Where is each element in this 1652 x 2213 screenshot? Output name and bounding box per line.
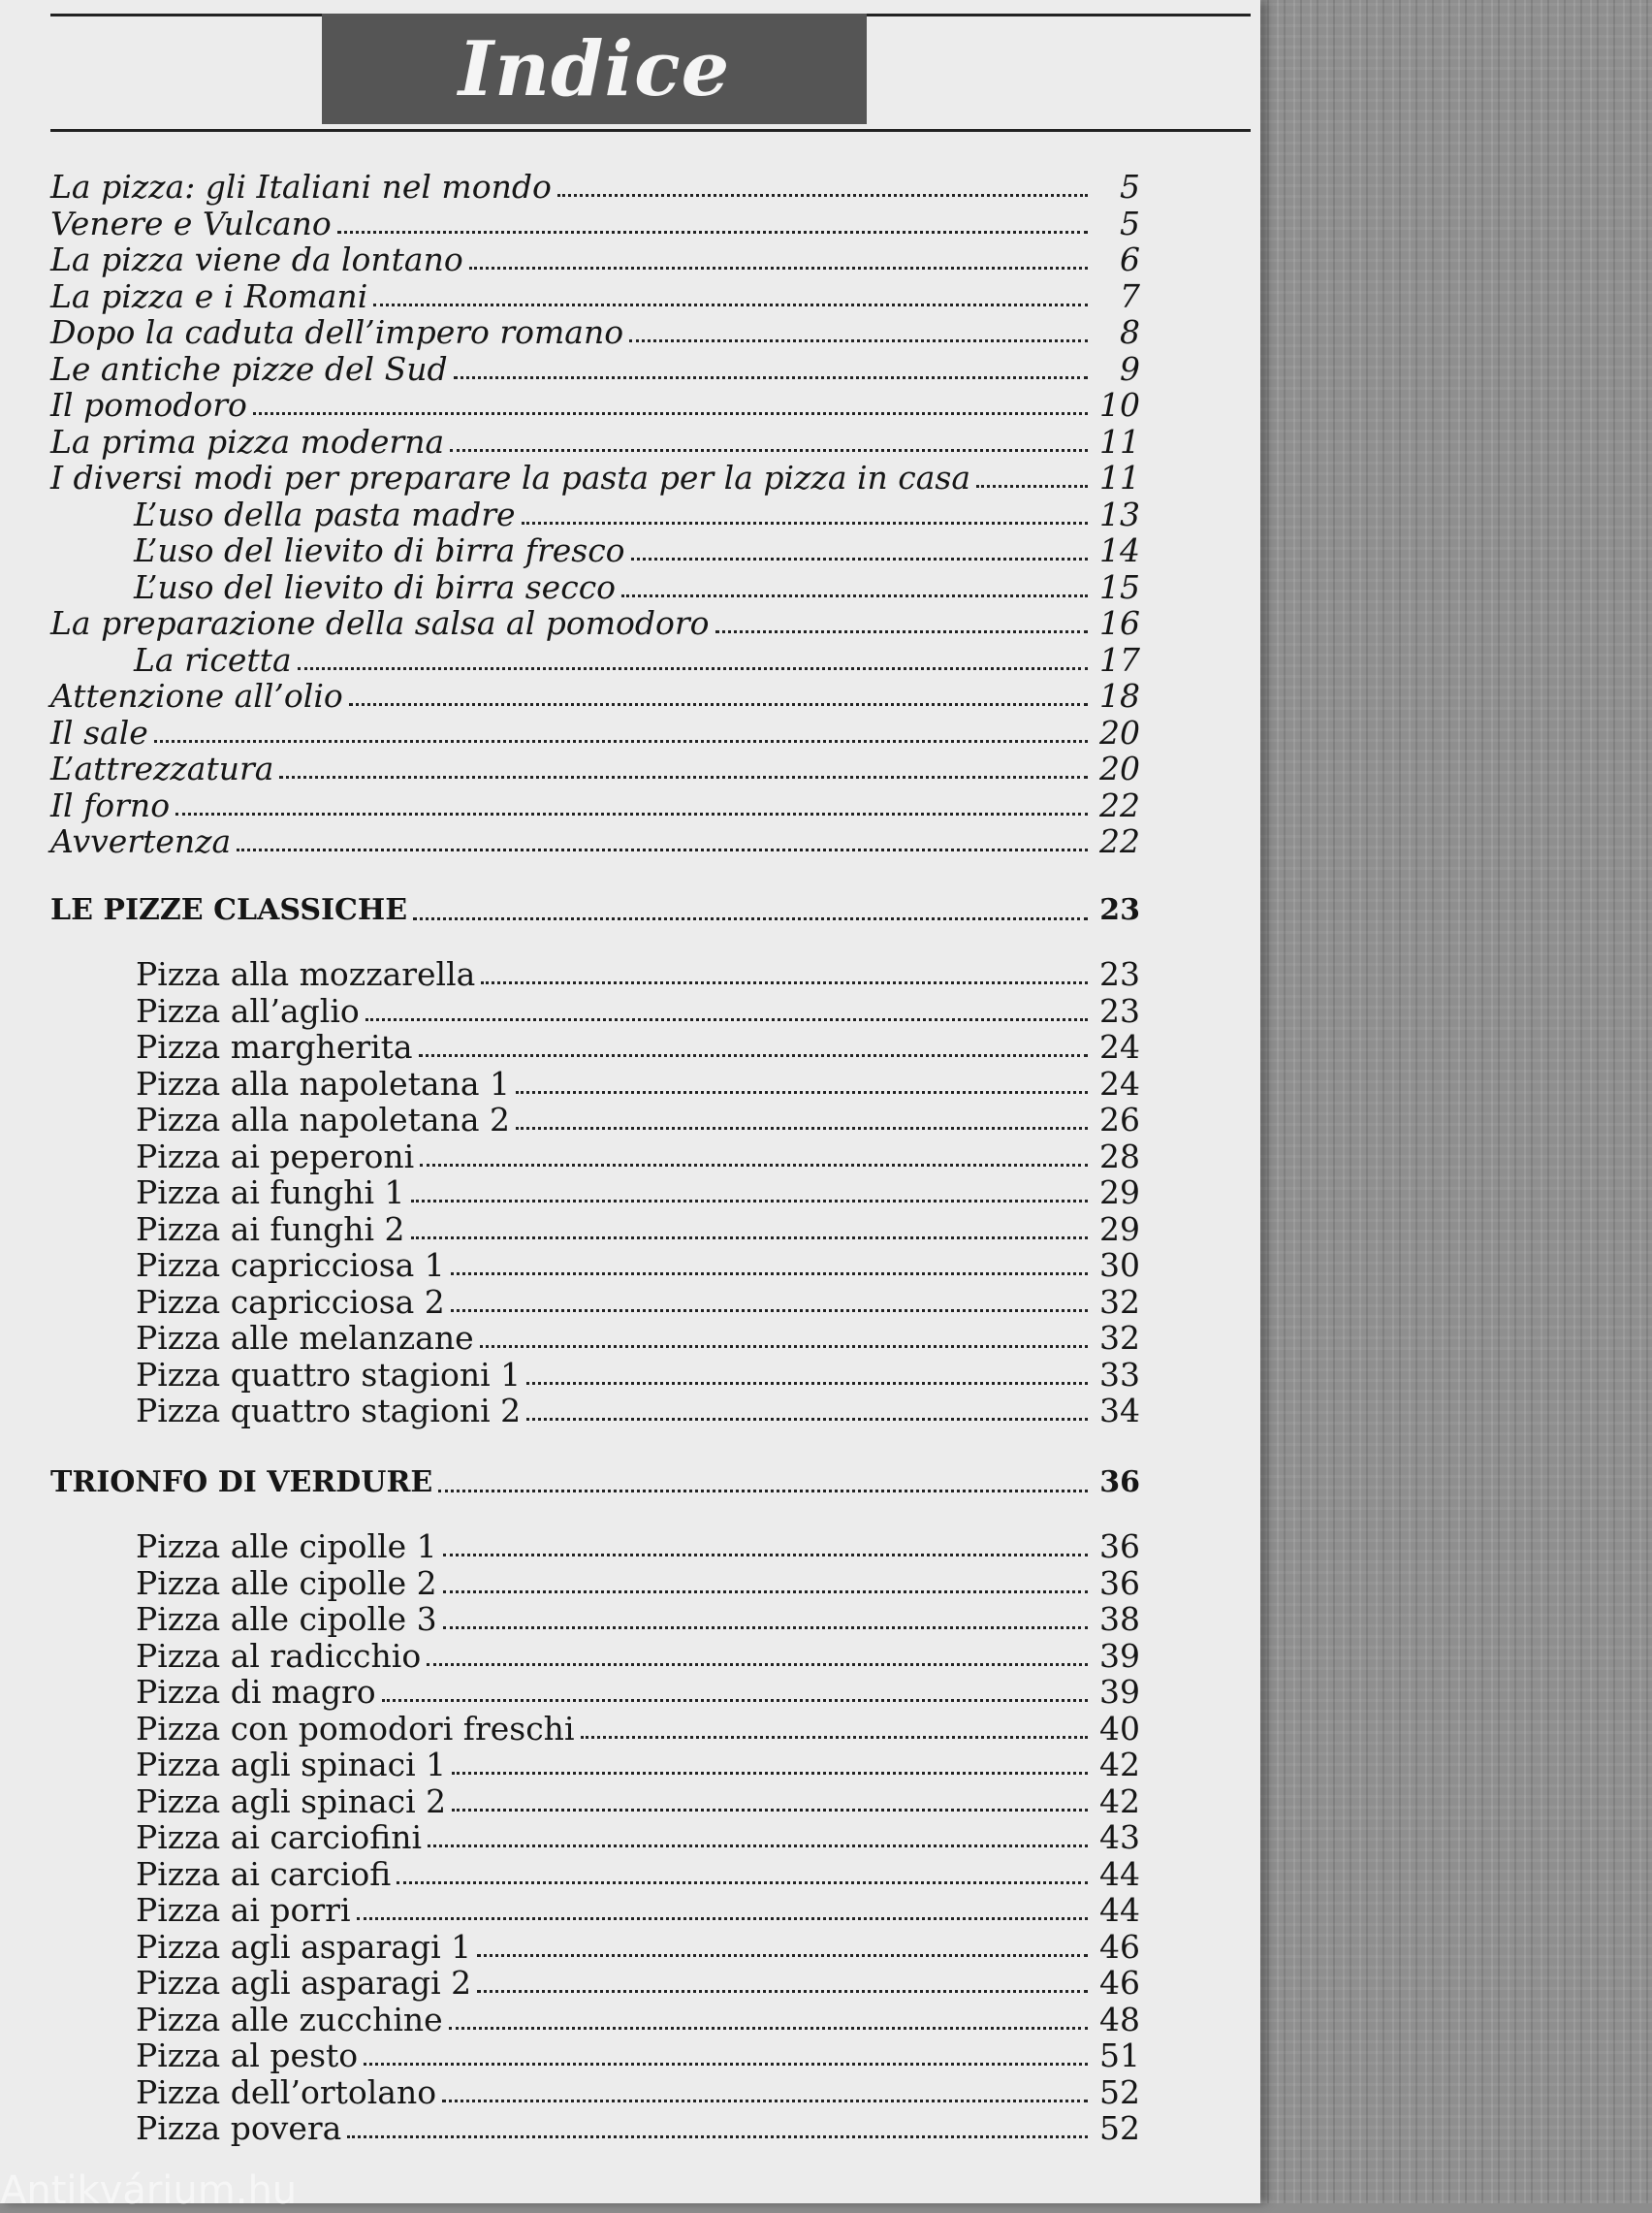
toc-entry — [50, 603, 1140, 642]
dot-leader — [411, 1235, 1088, 1239]
toc-page-number: 48 — [1099, 2001, 1140, 2038]
toc-page-number: 52 — [1099, 2109, 1140, 2147]
dot-leader — [621, 593, 1088, 597]
toc-entry — [50, 312, 1140, 351]
watermark-text: Antikvárium.hu — [0, 2168, 298, 2213]
toc-page-number: 15 — [1099, 568, 1140, 606]
toc-page-number: 24 — [1099, 1028, 1140, 1066]
toc-page-number: 22 — [1099, 786, 1140, 824]
toc-page-number: 38 — [1099, 1600, 1140, 1638]
toc-page-number: 33 — [1099, 1356, 1140, 1394]
toc-entry — [136, 1064, 1140, 1103]
dot-leader — [526, 1381, 1088, 1385]
toc-entry-label: Pizza agli asparagi 1 — [136, 1928, 472, 1966]
dot-leader — [629, 338, 1088, 342]
toc-entry — [136, 1100, 1140, 1139]
toc-entry-label: Pizza povera — [136, 2109, 342, 2147]
toc-entry-label: I diversi modi per preparare la pasta per la pizza in casa — [50, 459, 971, 497]
toc-entry-label: Pizza alla mozzarella — [136, 955, 476, 993]
toc-page-number: 26 — [1099, 1101, 1140, 1139]
toc-entry-label: Pizza agli spinaci 1 — [136, 1746, 447, 1783]
toc-entry-label: TRIONFO DI VERDURE — [50, 1465, 433, 1499]
dot-leader — [443, 1625, 1088, 1629]
toc-entry-label: La pizza: gli Italiani nel mondo — [50, 168, 552, 206]
toc-entry-label: Pizza quattro stagioni 2 — [136, 1392, 522, 1429]
dot-leader — [480, 1344, 1088, 1348]
toc-entry-label: Pizza alla napoletana 1 — [136, 1065, 510, 1103]
toc-entry-label: Pizza quattro stagioni 1 — [136, 1356, 522, 1394]
toc-entry — [136, 1526, 1140, 1565]
toc-entry-label: Pizza alle cipolle 3 — [136, 1600, 437, 1638]
toc-entry — [50, 786, 1140, 824]
dot-leader — [557, 193, 1088, 197]
toc-entry — [134, 567, 1140, 606]
toc-entry-label: LE PIZZE CLASSICHE — [50, 893, 408, 927]
toc-entry-label: La prima pizza moderna — [50, 423, 445, 461]
toc-page-number: 14 — [1099, 531, 1140, 569]
dot-leader — [481, 980, 1088, 984]
toc-entry-label: Pizza ai peperoni — [136, 1138, 415, 1175]
dot-leader — [357, 1916, 1088, 1920]
toc-entry-label: Pizza ai funghi 2 — [136, 1210, 405, 1248]
toc-entry-label: Pizza alle melanzane — [136, 1319, 474, 1357]
toc-entry — [136, 1563, 1140, 1602]
dot-leader — [522, 521, 1088, 525]
toc-entry — [136, 991, 1140, 1030]
toc-entry-label: L’attrezzatura — [50, 750, 274, 787]
toc-entry — [136, 2072, 1140, 2111]
toc-entry — [136, 1636, 1140, 1675]
toc-entry — [50, 422, 1140, 461]
toc-page-number: 20 — [1099, 714, 1140, 752]
toc-entry — [136, 1599, 1140, 1638]
toc-entry — [136, 1282, 1140, 1321]
toc-page-number: 24 — [1099, 1065, 1140, 1103]
toc-entry — [136, 1318, 1140, 1357]
section-heading — [50, 1462, 1140, 1501]
toc-entry — [136, 1209, 1140, 1248]
toc-entry-label: La pizza e i Romani — [50, 277, 368, 315]
toc-entry-label: Pizza al pesto — [136, 2037, 359, 2074]
dot-leader — [420, 1163, 1088, 1167]
dot-leader — [452, 1771, 1088, 1775]
toc-page-number: 39 — [1099, 1637, 1140, 1675]
dot-leader — [631, 557, 1088, 561]
dot-leader — [397, 1880, 1088, 1884]
toc-entry-label: Pizza alle cipolle 2 — [136, 1564, 437, 1602]
dot-leader — [382, 1698, 1088, 1702]
toc-page-number: 44 — [1099, 1855, 1140, 1893]
toc-entry — [136, 2108, 1140, 2147]
toc-page-number: 52 — [1099, 2073, 1140, 2111]
toc-page-number: 43 — [1099, 1818, 1140, 1856]
toc-entry-label: Pizza alla napoletana 2 — [136, 1101, 510, 1139]
toc-entry-label: Avvertenza — [50, 822, 232, 860]
toc-entry — [134, 640, 1140, 679]
toc-entry-label: Pizza con pomodori freschi — [136, 1710, 575, 1748]
toc-entry-label: Pizza agli asparagi 2 — [136, 1964, 472, 2002]
toc-page-number: 28 — [1099, 1138, 1140, 1175]
dot-leader — [516, 1126, 1088, 1130]
toc-entry — [136, 1963, 1140, 2002]
toc-page-number: 9 — [1120, 350, 1140, 388]
toc-entry-label: Pizza di magro — [136, 1673, 376, 1711]
dot-leader — [451, 1271, 1088, 1275]
dot-leader — [438, 1489, 1088, 1492]
toc-entry-label: Pizza ai funghi 1 — [136, 1173, 405, 1211]
toc-entry-label: Pizza dell’ortolano — [136, 2073, 437, 2111]
toc-page-number: 11 — [1099, 423, 1140, 461]
toc-page-number: 6 — [1120, 241, 1140, 278]
toc-entry — [136, 1927, 1140, 1966]
toc-entry — [50, 385, 1140, 424]
toc-page-number: 29 — [1099, 1210, 1140, 1248]
toc-page-number: 7 — [1120, 277, 1140, 315]
dot-leader — [428, 1844, 1088, 1847]
toc-entry-label: Pizza all’aglio — [136, 992, 360, 1030]
toc-entry — [50, 276, 1140, 315]
toc-entry — [136, 1817, 1140, 1856]
toc-entry — [134, 495, 1140, 533]
dot-leader — [451, 1308, 1088, 1312]
toc-page-number: 23 — [1099, 992, 1140, 1030]
toc-entry — [136, 1137, 1140, 1175]
toc-page-number: 22 — [1099, 822, 1140, 860]
toc-page-number: 17 — [1099, 641, 1140, 679]
dot-leader — [175, 812, 1088, 816]
toc-entry-label: Il sale — [50, 714, 148, 752]
toc-page-number: 32 — [1099, 1319, 1140, 1357]
toc-entry-label: Pizza al radicchio — [136, 1637, 422, 1675]
dot-leader — [349, 702, 1088, 706]
dot-leader — [449, 2026, 1088, 2030]
toc-entry-label: La ricetta — [134, 641, 292, 679]
dot-leader — [581, 1735, 1089, 1739]
toc-entry — [136, 2036, 1140, 2074]
toc-entry-label: Pizza margherita — [136, 1028, 413, 1066]
toc-page-number: 5 — [1120, 205, 1140, 242]
toc-entry — [136, 1391, 1140, 1429]
toc-page-number: 29 — [1099, 1173, 1140, 1211]
dot-leader — [298, 666, 1088, 670]
dot-leader — [477, 1989, 1088, 1993]
toc-entry-label: Pizza alle cipolle 1 — [136, 1527, 437, 1565]
dot-leader — [450, 448, 1088, 452]
toc-entry-label: Pizza ai carciofini — [136, 1818, 423, 1856]
toc-page-number: 20 — [1099, 750, 1140, 787]
toc-entry-label: Pizza agli spinaci 2 — [136, 1782, 447, 1820]
dot-leader — [237, 848, 1088, 851]
toc-entry-label: La preparazione della salsa al pomodoro — [50, 604, 710, 642]
toc-entry-label: Pizza capricciosa 2 — [136, 1283, 445, 1321]
dot-leader — [411, 1199, 1088, 1203]
toc-entry-label: L’uso della pasta madre — [134, 496, 516, 533]
toc-entry — [134, 530, 1140, 569]
toc-entry-label: Il forno — [50, 786, 171, 824]
toc-page-number: 23 — [1099, 893, 1140, 927]
toc-entry — [50, 821, 1140, 860]
toc-entry — [136, 1745, 1140, 1783]
toc-page-number: 42 — [1099, 1782, 1140, 1820]
toc-entry — [136, 1890, 1140, 1929]
dot-leader — [477, 1953, 1088, 1957]
toc-entry — [136, 2000, 1140, 2038]
toc-page-number: 36 — [1099, 1465, 1140, 1499]
dot-leader — [253, 411, 1088, 415]
toc-page-number: 5 — [1120, 168, 1140, 206]
toc-entry — [136, 1672, 1140, 1711]
dot-leader — [413, 916, 1088, 920]
dot-leader — [976, 484, 1088, 488]
dot-leader — [373, 303, 1088, 306]
toc-entry — [136, 1854, 1140, 1893]
toc-page-number: 11 — [1099, 459, 1140, 497]
toc-page-number: 51 — [1099, 2037, 1140, 2074]
toc-page-number: 8 — [1120, 313, 1140, 351]
toc-page-number: 46 — [1099, 1928, 1140, 1966]
toc-page-number: 18 — [1099, 677, 1140, 715]
toc-entry — [50, 749, 1140, 787]
toc-entry — [136, 1027, 1140, 1066]
toc-page-number: 44 — [1099, 1891, 1140, 1929]
toc-entry-label: Attenzione all’olio — [50, 677, 343, 715]
toc-entry-label: L’uso del lievito di birra secco — [134, 568, 617, 606]
dot-leader — [364, 2062, 1088, 2066]
toc-page-number: 42 — [1099, 1746, 1140, 1783]
dot-leader — [442, 2099, 1088, 2102]
toc-entry — [50, 676, 1140, 715]
toc-entry — [136, 1172, 1140, 1211]
dot-leader — [469, 266, 1088, 270]
dot-leader — [279, 775, 1088, 779]
dot-leader — [337, 230, 1088, 234]
dot-leader — [452, 1808, 1088, 1812]
background-surface — [1260, 0, 1652, 2203]
dot-leader — [154, 739, 1088, 743]
toc-entry-label: Pizza capricciosa 1 — [136, 1246, 445, 1284]
dot-leader — [365, 1017, 1088, 1021]
toc-page-number: 36 — [1099, 1564, 1140, 1602]
toc-page-number: 36 — [1099, 1527, 1140, 1565]
section-heading — [50, 890, 1140, 929]
toc-page-number: 32 — [1099, 1283, 1140, 1321]
toc-entry-label: Pizza alle zucchine — [136, 2001, 443, 2038]
dot-leader — [443, 1553, 1088, 1556]
toc-entry-label: Pizza ai porri — [136, 1891, 351, 1929]
dot-leader — [516, 1090, 1088, 1094]
toc-page-number: 34 — [1099, 1392, 1140, 1429]
toc-page-number: 13 — [1099, 496, 1140, 533]
toc-entry — [136, 1709, 1140, 1748]
dot-leader — [419, 1053, 1088, 1057]
dot-leader — [454, 375, 1088, 379]
toc-entry — [50, 713, 1140, 752]
toc-entry — [50, 204, 1140, 242]
toc-entry-label: Pizza ai carciofi — [136, 1855, 392, 1893]
toc-entry — [136, 1355, 1140, 1394]
toc-page-number: 10 — [1099, 386, 1140, 424]
toc-page-number: 30 — [1099, 1246, 1140, 1284]
toc-entry-label: Le antiche pizze del Sud — [50, 350, 448, 388]
dot-leader — [427, 1662, 1088, 1666]
page-title: Indice — [458, 24, 731, 113]
dot-leader — [443, 1589, 1088, 1593]
toc-page-number: 40 — [1099, 1710, 1140, 1748]
dot-leader — [347, 2134, 1088, 2138]
toc-page-number: 46 — [1099, 1964, 1140, 2002]
toc-entry-label: Il pomodoro — [50, 386, 247, 424]
toc-entry — [50, 349, 1140, 388]
toc-entry — [136, 1245, 1140, 1284]
toc-page-number: 39 — [1099, 1673, 1140, 1711]
toc-entry-label: Venere e Vulcano — [50, 205, 332, 242]
toc-page-number: 23 — [1099, 955, 1140, 993]
toc-entry — [50, 240, 1140, 278]
toc-entry-label: Dopo la caduta dell’impero romano — [50, 313, 624, 351]
toc-entry — [50, 458, 1140, 497]
toc-entry-label: La pizza viene da lontano — [50, 241, 463, 278]
toc-entry — [136, 954, 1140, 993]
dot-leader — [715, 629, 1088, 633]
toc-entry — [136, 1781, 1140, 1820]
toc-page-number: 16 — [1099, 604, 1140, 642]
dot-leader — [526, 1417, 1088, 1421]
toc-entry — [50, 167, 1140, 206]
toc-entry-label: L’uso del lievito di birra fresco — [134, 531, 625, 569]
